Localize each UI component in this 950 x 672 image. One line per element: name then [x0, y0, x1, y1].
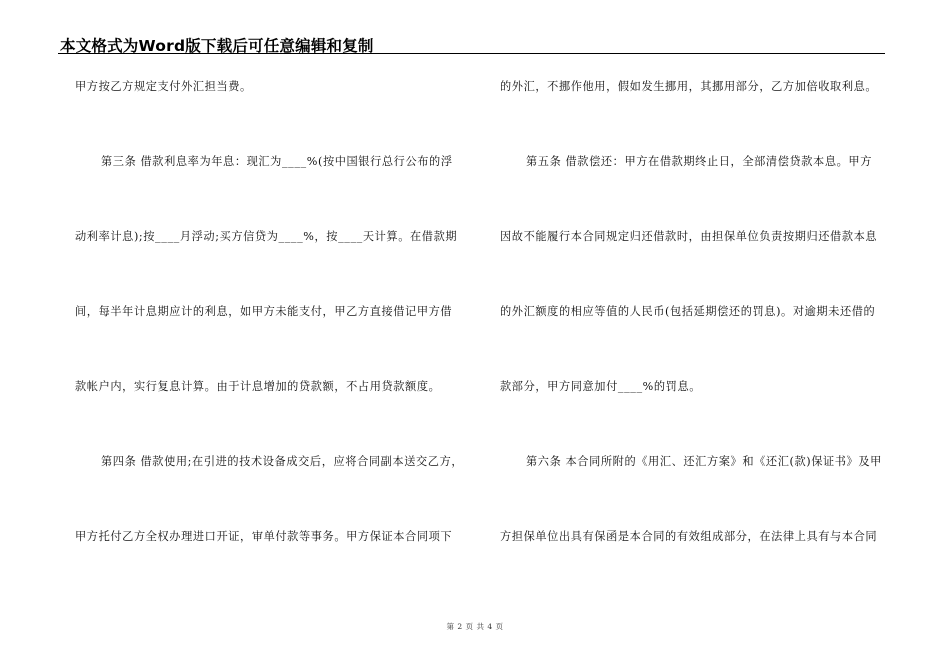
page-number-footer: 第 2 页 共 4 页: [446, 622, 504, 631]
paragraph-line: 的外汇额度的相应等值的人民币(包括延期偿还的罚息)。对逾期未还借的: [500, 305, 876, 318]
paragraph-line: 甲方按乙方规定支付外汇担当费。: [75, 80, 252, 93]
paragraph-line: 的外汇，不挪作他用，假如发生挪用，其挪用部分，乙方加倍收取利息。: [500, 80, 878, 93]
header-divider: [58, 53, 885, 54]
paragraph-line: 第五条 借款偿还：甲方在借款期终止日，全部清偿贷款本息。甲方: [526, 155, 872, 168]
paragraph-line: 动利率计息);按____月浮动;买方信贷为____%，按____天计算。在借款期: [75, 230, 458, 243]
paragraph-line: 因故不能履行本合同规定归还借款时，由担保单位负责按期归还借款本息: [500, 230, 878, 243]
paragraph-line: 甲方托付乙方全权办理进口开证，审单付款等事务。甲方保证本合同项下: [75, 530, 453, 543]
paragraph-line: 款帐户内，实行复息计算。由于计息增加的贷款额，不占用贷款额度。: [75, 380, 441, 393]
paragraph-line: 间，每半年计息期应计的利息，如甲方未能支付，甲乙方直接借记甲方借: [75, 305, 453, 318]
paragraph-line: 第四条 借款使用;在引进的技术设备成交后，应将合同副本送交乙方，: [101, 455, 464, 468]
paragraph-line: 第六条 本合同所附的《用汇、还汇方案》和《还汇(款)保证书》及甲: [526, 455, 882, 468]
paragraph-line: 款部分，甲方同意加付____%的罚息。: [500, 380, 702, 393]
paragraph-line: 方担保单位出具有保函是本合同的有效组成部分，在法律上具有与本合同: [500, 530, 878, 543]
paragraph-line: 第三条 借款利息率为年息：现汇为____%(按中国银行总行公布的浮: [101, 155, 453, 168]
page-header-title: 本文格式为Word版下载后可任意编辑和复制: [60, 37, 374, 55]
